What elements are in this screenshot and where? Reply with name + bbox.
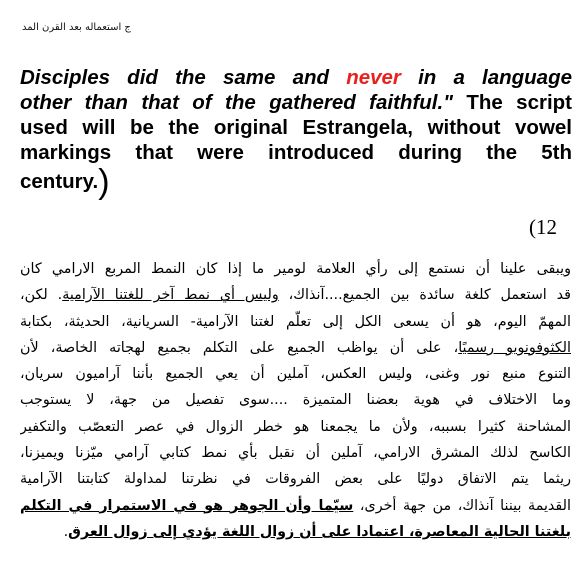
english-line-3: used will be the original Estrangela, without vowel — [20, 116, 572, 139]
closing-parenthesis: ) — [98, 163, 110, 201]
english-line-2-plain: The script — [452, 91, 572, 114]
arabic-line-7: المشاحنة كثيرا بسببه، ولأن ما يجمعنا هو خطر الزوال في عصر التعصّب والتكفير — [20, 418, 571, 435]
arabic-line-11-end: . — [63, 523, 69, 540]
arabic-line-9: ريثما يتم الاتفاق دوليًا على بعض الفروقات في نظرتنا لمداولة كتابتنا الآرامية — [20, 471, 571, 488]
century-word: century. — [20, 170, 99, 193]
arabic-line-11 — [20, 519, 571, 545]
arabic-line-6: وما الاختلاف في هوية بعضنا المتميزة ....سوى تفصيل من جهة، لا يستوجب — [20, 392, 571, 409]
arabic-line-4-b: ، على أن يواظب الجميع على التكلم بجميع لهجاته الخاصة، لأن — [20, 339, 459, 356]
arabic-line-10-bold-underlined: سيّما وأن الجوهر هو في الاستمرار في التكلم — [20, 497, 354, 514]
arabic-line-5: التنوع منبع نور وغنى، وليس العكس، آملين أن يعي الجميع بأننا آراميون سريان، — [20, 366, 571, 383]
arabic-line-8: الكاسح لذلك المشرق الارامي، آملين أن نقبل بأي نمط كتابي آرامي ميّزنا ويميزنا، — [20, 445, 571, 462]
header-note: ج استعماله بعد القرن المد — [22, 22, 131, 33]
english-line-2-italic: other than that of the gathered faithful." — [20, 91, 453, 114]
english-quote-paragraph — [20, 65, 572, 201]
arabic-line-10-a: القديمة بيننا آنذاك، من جهة أخرى، — [353, 497, 571, 514]
arabic-line-2 — [20, 282, 571, 308]
arabic-line-4 — [20, 335, 571, 361]
english-line-1-text-b: in a language — [400, 66, 572, 89]
arabic-line-11-bold-underlined: بلغتنا الحالية المعاصرة، اعتمادا على أن زوال اللغة يؤدي إلى زوال العرق — [68, 523, 571, 540]
never-word-red: never — [346, 66, 401, 89]
arabic-line-1: ويبقى علينا أن نستمع إلى رأي العلامة لومير ما إذا كان النمط المربع الارامي كان — [20, 261, 571, 277]
english-line-2 — [20, 90, 572, 115]
english-line-4: markings that were introduced during the 5th — [20, 141, 572, 164]
arabic-line-10 — [20, 493, 571, 519]
english-line-1-text-a: Disciples did the same and — [20, 66, 347, 89]
arabic-line-2-b: . لكن، — [20, 287, 63, 304]
english-line-5 — [20, 163, 572, 201]
arabic-line-4-underlined: الكثوفونويو رسميًا — [458, 339, 571, 356]
arabic-line-2-a: قد استعمل كلغة سائدة بين الجميع....آنذاك، — [278, 287, 571, 304]
section-number: (12 — [529, 215, 557, 239]
arabic-paragraph — [20, 256, 571, 545]
english-line-1 — [20, 65, 572, 90]
arabic-line-3: المهمّ اليوم، هو أن يسعى الكل إلى تعلّم لغتنا الآرامية- السريانية، الحديثة، بكتابة — [20, 313, 571, 330]
arabic-line-2-underlined: وليس أي نمط آخر للغتنا الآرامية — [62, 287, 279, 304]
